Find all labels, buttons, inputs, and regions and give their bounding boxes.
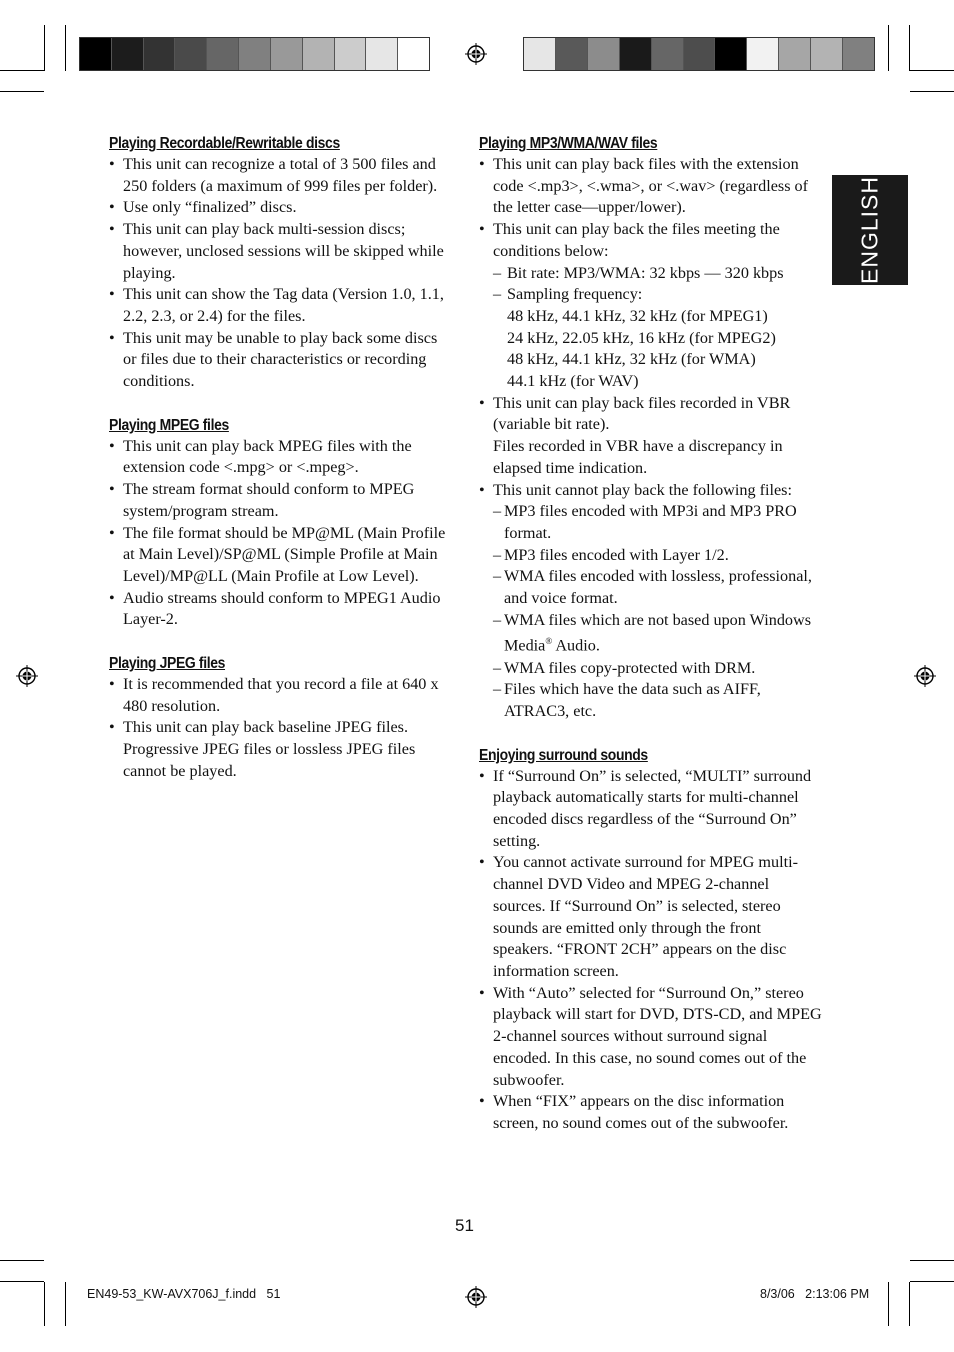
color-calibration-bar-left (79, 37, 430, 71)
color-swatch (811, 38, 843, 70)
color-swatch (366, 38, 398, 70)
registration-mark-icon (465, 1286, 487, 1308)
list-item-text: • This unit cannot play back the following files: (493, 480, 792, 499)
sub-list-item (493, 610, 824, 658)
frequency-line: 44.1 kHz (for WAV) (507, 372, 639, 391)
color-swatch (652, 38, 684, 70)
crop-mark (888, 1282, 889, 1326)
color-swatch (398, 38, 429, 70)
frequency-line: 24 kHz, 22.05 kHz, 16 kHz (for MPEG2) (507, 328, 776, 347)
color-swatch (779, 38, 811, 70)
sub-list-item: – Files which have the data such as AIFF, ATRAC3, etc. (493, 679, 824, 722)
sub-list-item: – WMA files encoded with lossless, professional, and voice format. (493, 566, 824, 609)
list-item: • You cannot activate surround for MPEG multi-channel DVD Video and MPEG 2-channel sources. If “Surround On” is selected, stereo sounds are emitted only through the front speakers. “FRONT 2CH” appears on the disc information screen. (479, 852, 824, 982)
color-swatch (620, 38, 652, 70)
list-item: • When “FIX” appears on the disc information screen, no sound comes out of the subwoofer. (479, 1091, 824, 1134)
color-swatch (112, 38, 144, 70)
list-item: • This unit can recognize a total of 3 500 files and 250 folders (a maximum of 999 files per folder). (109, 154, 454, 197)
list-item: • This unit can play back multi-session discs; however, unclosed sessions will be skipped while playing. (109, 219, 454, 284)
color-swatch (80, 38, 112, 70)
crop-mark (65, 1282, 66, 1326)
crop-mark (888, 25, 889, 71)
list-item: • This unit can show the Tag data (Version 1.0, 1.1, 2.2, 2.3, or 2.4) for the files. (109, 284, 454, 327)
section-heading: Playing MP3/WMA/WAV files (479, 135, 658, 152)
page-number: 51 (455, 1216, 474, 1235)
crop-mark (909, 25, 910, 71)
crop-mark (44, 25, 45, 71)
footer-date: 8/3/06 2:13:06 PM (760, 1287, 870, 1301)
list-item-text: Files recorded in VBR have a discrepancy in elapsed time indication. (493, 437, 783, 477)
color-swatch (684, 38, 716, 70)
list-item: • The file format should be MP@ML (Main Profile at Main Level)/SP@ML (Simple Profile at Main Level)/MP@LL (Main Profile at Low Level). (109, 523, 454, 588)
list-item (479, 393, 824, 480)
sub-list (493, 263, 824, 393)
list-item: • This unit may be unable to play back some discs or files due to their characteristics or recording conditions. (109, 328, 454, 393)
list-item: • With “Auto” selected for “Surround On,” stereo playback will start for DVD, DTS-CD, and MPEG 2-channel sources without surround signal encoded. In this case, no sound comes out of the subwoofer. (479, 983, 824, 1092)
list-item (479, 480, 824, 723)
list-item: • The stream format should conform to MPEG system/program stream. (109, 479, 454, 522)
bullet-list (109, 674, 454, 783)
registered-mark: ® (545, 636, 553, 647)
frequency-line: 48 kHz, 44.1 kHz, 32 kHz (for WMA) (507, 350, 756, 369)
color-swatch (239, 38, 271, 70)
registration-mark-icon (465, 43, 487, 65)
color-swatch (747, 38, 779, 70)
language-tab-label: ENGLISH (856, 176, 883, 284)
frequency-line: 48 kHz, 44.1 kHz, 32 kHz (for MPEG1) (507, 306, 768, 325)
color-swatch (271, 38, 303, 70)
crop-mark (65, 25, 66, 71)
list-item: • This unit can play back baseline JPEG files. Progressive JPEG files or lossless JPEG files cannot be played. (109, 717, 454, 782)
section-mp3-wma-wav (479, 133, 824, 723)
sub-list-item-text: – Sampling frequency: (507, 285, 643, 304)
list-item (479, 219, 824, 393)
list-item: • It is recommended that you record a file at 640 x 480 resolution. (109, 674, 454, 717)
section-jpeg-files (109, 653, 454, 783)
sub-list (493, 501, 824, 722)
color-calibration-bar-right (523, 37, 875, 71)
crop-mark (910, 70, 954, 71)
sub-list-item: – Bit rate: MP3/WMA: 32 kbps — 320 kbps (493, 263, 824, 285)
color-swatch (556, 38, 588, 70)
section-surround-sounds (479, 745, 824, 1135)
color-swatch (715, 38, 747, 70)
registration-mark-icon (914, 665, 936, 687)
crop-mark (910, 1281, 954, 1282)
list-item-text: • This unit can play back files recorded in VBR (variable bit rate). (493, 393, 791, 434)
list-item: • This unit can play back MPEG files with the extension code <.mpg> or <.mpeg>. (109, 436, 454, 479)
list-item: • Audio streams should conform to MPEG1 Audio Layer-2. (109, 588, 454, 631)
bullet-list (109, 154, 454, 393)
section-mpeg-files (109, 415, 454, 631)
crop-mark (0, 91, 44, 92)
color-swatch (335, 38, 367, 70)
sub-list-item: – WMA files copy-protected with DRM. (493, 658, 824, 680)
sub-list-item: – MP3 files encoded with MP3i and MP3 PRO format. (493, 501, 824, 544)
crop-mark (0, 1281, 44, 1282)
crop-mark (910, 91, 954, 92)
list-item: • If “Surround On” is selected, “MULTI” surround playback automatically starts for multi-channel encoded discs regardless of the “Surround On” setting. (479, 766, 824, 853)
right-column (479, 133, 824, 1157)
list-item-text: • This unit can play back the files meeting the conditions below: (493, 220, 780, 260)
section-recordable-discs (109, 133, 454, 393)
list-item: • Use only “finalized” discs. (109, 197, 454, 219)
section-heading: Playing MPEG files (109, 416, 229, 434)
crop-mark (909, 1282, 910, 1326)
color-swatch (207, 38, 239, 70)
section-heading: Enjoying surround sounds (479, 746, 648, 764)
footer-file-info: EN49-53_KW-AVX706J_f.indd 51 (87, 1287, 281, 1301)
left-column (109, 133, 454, 805)
color-swatch (843, 38, 874, 70)
registration-mark-icon (16, 665, 38, 687)
color-swatch (175, 38, 207, 70)
bullet-list (479, 766, 824, 1135)
sub-list-item (493, 284, 824, 393)
sub-list-item: – MP3 files encoded with Layer 1/2. (493, 545, 824, 567)
language-tab (832, 175, 908, 285)
color-swatch (144, 38, 176, 70)
list-item: • This unit can play back files with the extension code <.mp3>, <.wma>, or <.wav> (regardless of the letter case—upper/lower). (479, 154, 824, 219)
crop-mark (0, 1260, 44, 1261)
section-heading: Playing JPEG files (109, 655, 226, 673)
bullet-list (109, 436, 454, 631)
crop-mark (44, 1282, 45, 1326)
section-heading: Playing Recordable/Rewritable discs (109, 135, 340, 152)
bullet-list (479, 154, 824, 723)
crop-mark (0, 70, 44, 71)
color-swatch (588, 38, 620, 70)
color-swatch (524, 38, 556, 70)
crop-mark (910, 1260, 954, 1261)
color-swatch (303, 38, 335, 70)
sub-list-item-text: WMA files which are not based upon Windows Media (504, 610, 812, 655)
sub-list-item-text: Audio. (552, 636, 600, 655)
